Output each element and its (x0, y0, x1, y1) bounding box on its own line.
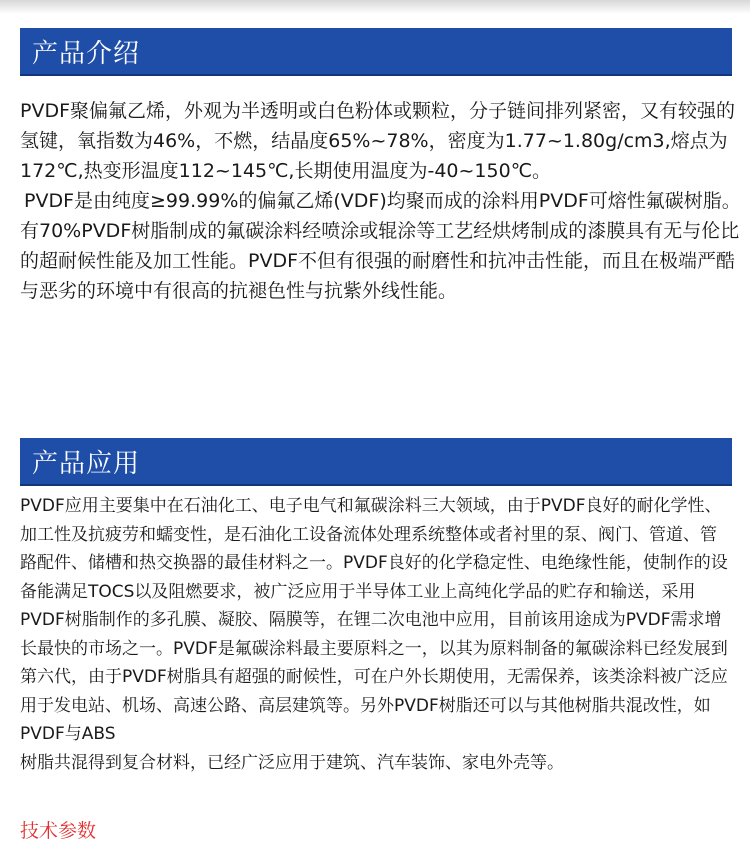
intro-line: PVDF聚偏氟乙烯，外观为半透明或白色粉体或颗粒，分子链间排列紧密，又有较强的 (20, 100, 736, 122)
product-intro-header (20, 28, 732, 76)
top-shadow (0, 0, 750, 14)
intro-line: PVDF是由纯度≥99.99%的偏氟乙烯(VDF)均聚而成的涂料用PVDF可熔性氟碳树脂。 (24, 190, 741, 212)
intro-line: 的超耐候性能及加工性能。PVDF不但有很强的耐磨性和抗冲击性能，而且在极端严酷 (20, 250, 736, 272)
application-line: 第六代，由于PVDF树脂具有超强的耐候性，可在户外长期使用，无需保养，该类涂料被广泛应 (20, 667, 728, 687)
application-line: 树脂共混得到复合材料，已经广泛应用于建筑、汽车装饰、家电外壳等。 (20, 752, 564, 773)
intro-line: 172℃,热变形温度112~145℃,长期使用温度为-40~150℃。 (20, 160, 552, 182)
product-intro-text (20, 96, 741, 306)
tech-params-label: 技术参数 (20, 820, 97, 842)
application-line: 长最快的市场之一。PVDF是氟碳涂料最主要原料之一，以其为原料制备的氟碳涂料已经发展到 (20, 638, 728, 659)
intro-line: 氢键，氧指数为46%，不燃，结晶度65%~78%，密度为1.77~1.80g/cm3,熔点为 (20, 130, 728, 152)
product-application-text (20, 492, 732, 777)
product-intro-title: 产品介绍 (32, 39, 141, 69)
intro-line: 与恶劣的环境中有很高的抗褪色性与抗紫外线性能。 (20, 280, 458, 302)
application-line: 加工性及抗疲劳和蠕变性，是石油化工设备流体处理系统整体或者衬里的泵、阀门、管道、管 (20, 524, 717, 545)
application-line: PVDF与ABS (20, 724, 116, 744)
application-line: 备能满足TOCS以及阻燃要求，被广泛应用于半导体工业上高纯化学品的贮存和输送，采用 (20, 581, 696, 602)
application-line: 用于发电站、机场、高速公路、高层建筑等。另外PVDF树脂还可以与其他树脂共混改性，如 (20, 695, 711, 716)
application-line: 路配件、储槽和热交换器的最佳材料之一。PVDF良好的化学稳定性、电绝缘性能，使制作的设 (20, 553, 728, 573)
product-application-header (20, 438, 732, 486)
product-application-title: 产品应用 (32, 449, 141, 479)
application-line: PVDF应用主要集中在石油化工、电子电气和氟碳涂料三大领域，由于PVDF良好的耐化学性、 (20, 496, 722, 516)
intro-line: 有70%PVDF树脂制成的氟碳涂料经喷涂或辊涂等工艺经烘烤制成的漆膜具有无与伦比 (20, 220, 740, 242)
application-line: PVDF树脂制作的多孔膜、凝胶、隔膜等，在锂二次电池中应用，目前该用途成为PVDF需求增 (20, 610, 722, 630)
